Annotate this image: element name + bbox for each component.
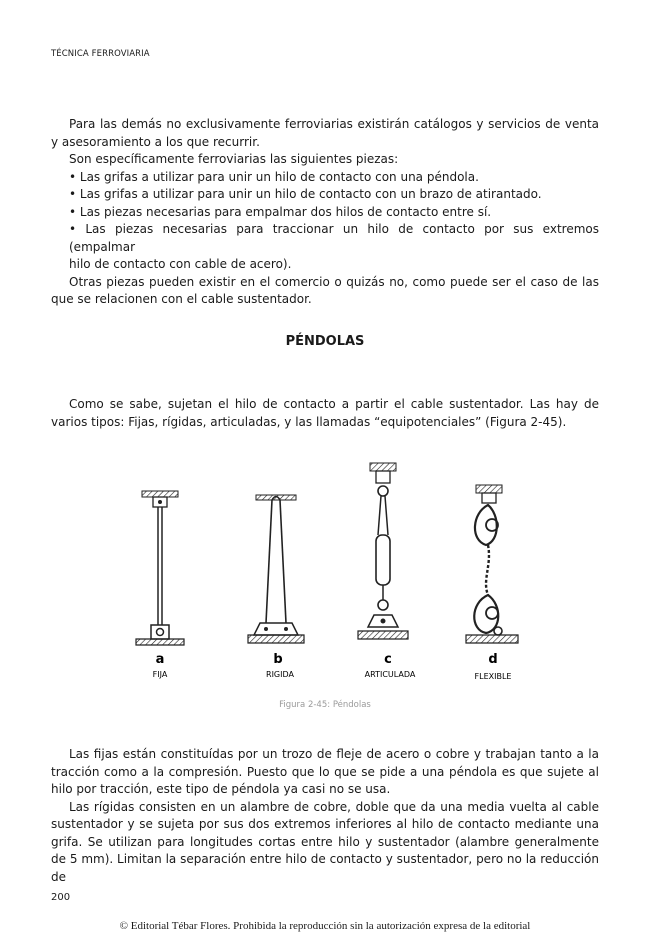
figure-pendolas xyxy=(120,455,540,690)
body-block xyxy=(51,746,599,886)
intro-paragraph-3: Otras piezas pueden existir en el comercio o quizás no, como puede ser el caso de las que se relacionen con el cable sustentador. xyxy=(51,274,599,306)
figure-letter-c: c xyxy=(384,652,392,667)
page-number: 200 xyxy=(51,892,71,903)
section-intro-paragraph: Como se sabe, sujetan el hilo de contacto a partir el cable sustentador. Las hay de varios tipos: Fijas, rígidas, articuladas, y las llamadas “equipotenciales” (Figura 2-45). xyxy=(51,397,599,429)
copyright-footer: © Editorial Tébar Flores. Prohibida la reproducción sin la autorización expresa de la editorial xyxy=(119,920,531,932)
body-paragraph-2: Las rígidas consisten en un alambre de cobre, doble que da una media vuelta al cable sustentador y se sujeta por sus dos extremos inferiores al hilo de contacto mediante una grifa. Se utilizan para longitudes cortas entre hilo y sustentador (alambre generalmente de 5 mm). Limitan la separación entre hilo de contacto y sustentador, pero no la reducción de xyxy=(51,799,599,884)
pendola-flexible-drawing xyxy=(466,485,518,643)
figure-letter-a: a xyxy=(155,652,165,667)
figure-label-fija: FIJA xyxy=(152,670,168,679)
bullet-item-4: • Las piezas necesarias para traccionar un hilo de contacto por sus extremos (empalmar xyxy=(69,222,599,254)
section-title: PÉNDOLAS xyxy=(285,334,365,349)
figure-letter-d: d xyxy=(488,652,498,667)
figure-letter-b: b xyxy=(273,652,283,667)
figure-label-rigida: RIGIDA xyxy=(266,670,294,679)
bullet-item-2: • Las grifas a utilizar para unir un hilo de contacto con un brazo de atirantado. xyxy=(69,187,542,201)
figure-label-flexible: FLEXIBLE xyxy=(474,672,512,681)
intro-paragraph-1: Para las demás no exclusivamente ferroviarias existirán catálogos y servicios de venta y asesoramiento a los que recurrir. xyxy=(51,117,599,149)
intro-paragraph-2: Son específicamente ferroviarias las siguientes piezas: xyxy=(69,152,399,166)
pendola-articulada-drawing xyxy=(358,463,408,639)
pendola-rigida-drawing xyxy=(248,495,304,643)
body-paragraph-1: Las fijas están constituídas por un trozo de fleje de acero o cobre y trabajan tanto a la tracción como a la compresión. Puesto que lo que se pide a una péndola es que sujete al hilo por tracción, este tipo de péndola ya casi no se usa. xyxy=(51,747,599,796)
figure-caption: Figura 2-45: Péndolas xyxy=(279,700,371,710)
section-intro xyxy=(51,396,599,431)
bullet-item-1: • Las grifas a utilizar para unir un hilo de contacto con una péndola. xyxy=(69,169,479,184)
bullet-item-4-continuation: hilo de contacto con cable de acero). xyxy=(69,257,292,271)
running-header: TÉCNICA FERROVIARIA xyxy=(51,49,150,59)
pendola-fija-drawing xyxy=(136,491,184,645)
figure-label-articulada: ARTICULADA xyxy=(364,670,416,679)
bullet-item-3: • Las piezas necesarias para empalmar dos hilos de contacto entre sí. xyxy=(69,204,492,219)
pendolas-drawing xyxy=(120,455,540,690)
intro-block xyxy=(51,116,599,309)
